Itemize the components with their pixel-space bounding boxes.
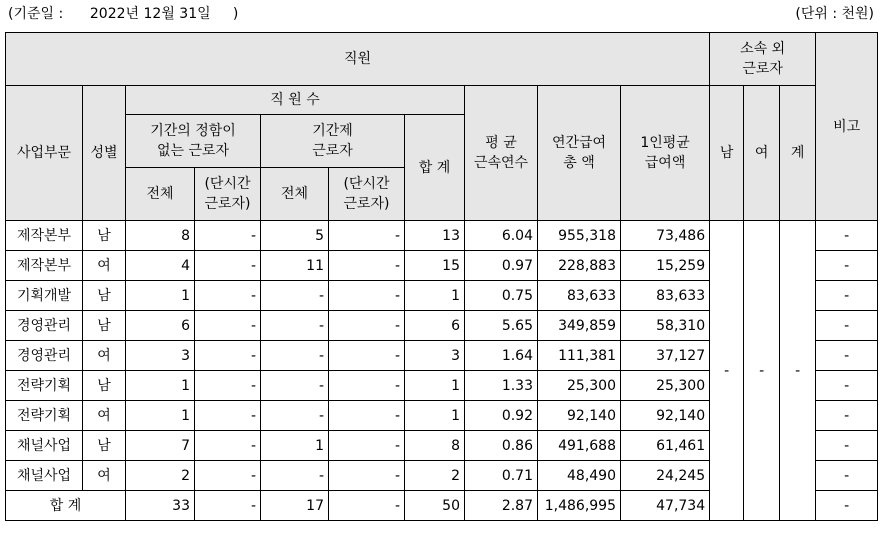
- annual-pay-total-cell: 111,381: [538, 341, 621, 371]
- header-avg-tenure: 평 균 근속연수: [465, 86, 538, 221]
- division-cell: 기획개발: [6, 281, 83, 311]
- total-total-cell: 50: [405, 491, 465, 521]
- unit-label: (단위 : 천원): [795, 6, 874, 22]
- fixed-part-time-cell: -: [329, 461, 405, 491]
- fixed-part-time-cell: -: [329, 221, 405, 251]
- table-row: [6, 221, 878, 251]
- avg-tenure-cell: 5.65: [465, 311, 538, 341]
- fixed-part-time-cell: -: [329, 401, 405, 431]
- indefinite-part-time-cell: -: [195, 431, 261, 461]
- avg-tenure-cell: 0.86: [465, 431, 538, 461]
- fixed-all-cell: -: [261, 461, 329, 491]
- fixed-part-time-cell: -: [329, 341, 405, 371]
- total-remark-cell: -: [816, 491, 878, 521]
- annual-pay-total-cell: 92,140: [538, 401, 621, 431]
- fixed-all-cell: 5: [261, 221, 329, 251]
- gender-cell: 여: [83, 461, 126, 491]
- remark-cell: -: [816, 281, 878, 311]
- fixed-all-cell: 1: [261, 431, 329, 461]
- total-cell: 13: [405, 221, 465, 251]
- per-capita-pay-cell: 37,127: [621, 341, 710, 371]
- avg-tenure-cell: 6.04: [465, 221, 538, 251]
- header-indefinite: 기간의 정함이 없는 근로자: [126, 115, 261, 168]
- header-sum: 합 계: [405, 115, 465, 221]
- avg-tenure-cell: 0.75: [465, 281, 538, 311]
- total-cell: 1: [405, 281, 465, 311]
- fixed-part-time-cell: -: [329, 311, 405, 341]
- header-staff: 직원: [6, 33, 710, 86]
- external-total-cell: -: [780, 221, 816, 521]
- indefinite-part-time-cell: -: [195, 221, 261, 251]
- division-cell: 경영관리: [6, 341, 83, 371]
- total-cell: 8: [405, 431, 465, 461]
- total-fixed-part-time-cell: -: [329, 491, 405, 521]
- indefinite-part-time-cell: -: [195, 461, 261, 491]
- division-cell: 제작본부: [6, 251, 83, 281]
- indefinite-all-cell: 1: [126, 371, 195, 401]
- gender-cell: 남: [83, 431, 126, 461]
- indefinite-part-time-cell: -: [195, 281, 261, 311]
- indefinite-part-time-cell: -: [195, 251, 261, 281]
- total-cell: 1: [405, 371, 465, 401]
- indefinite-part-time-cell: -: [195, 341, 261, 371]
- indefinite-part-time-cell: -: [195, 371, 261, 401]
- per-capita-pay-cell: 92,140: [621, 401, 710, 431]
- per-capita-pay-cell: 73,486: [621, 221, 710, 251]
- header-external-female: 여: [744, 86, 780, 221]
- remark-cell: -: [816, 401, 878, 431]
- indefinite-part-time-cell: -: [195, 311, 261, 341]
- indefinite-part-time-cell: -: [195, 401, 261, 431]
- annual-pay-total-cell: 228,883: [538, 251, 621, 281]
- total-cell: 3: [405, 341, 465, 371]
- fixed-all-cell: -: [261, 371, 329, 401]
- remark-cell: -: [816, 431, 878, 461]
- per-capita-pay-cell: 15,259: [621, 251, 710, 281]
- division-cell: 채널사업: [6, 461, 83, 491]
- annual-pay-total-cell: 955,318: [538, 221, 621, 251]
- fixed-all-cell: -: [261, 311, 329, 341]
- header-external-male: 남: [710, 86, 744, 221]
- avg-tenure-cell: 1.33: [465, 371, 538, 401]
- avg-tenure-cell: 1.64: [465, 341, 538, 371]
- base-date: (기준일 : 2022년 12월 31일 ): [8, 6, 239, 22]
- gender-cell: 남: [83, 371, 126, 401]
- header-per-capita-pay: 1인평균 급여액: [621, 86, 710, 221]
- gender-cell: 남: [83, 221, 126, 251]
- remark-cell: -: [816, 251, 878, 281]
- division-cell: 전략기획: [6, 401, 83, 431]
- gender-cell: 남: [83, 281, 126, 311]
- per-capita-pay-cell: 83,633: [621, 281, 710, 311]
- header-annual-pay-total: 연간급여 총 액: [538, 86, 621, 221]
- division-cell: 전략기획: [6, 371, 83, 401]
- avg-tenure-cell: 0.92: [465, 401, 538, 431]
- total-fixed-all-cell: 17: [261, 491, 329, 521]
- total-indefinite-all-cell: 33: [126, 491, 195, 521]
- indefinite-all-cell: 7: [126, 431, 195, 461]
- avg-tenure-cell: 0.97: [465, 251, 538, 281]
- gender-cell: 남: [83, 311, 126, 341]
- indefinite-all-cell: 4: [126, 251, 195, 281]
- gender-cell: 여: [83, 401, 126, 431]
- annual-pay-total-cell: 83,633: [538, 281, 621, 311]
- total-per-capita-pay-cell: 47,734: [621, 491, 710, 521]
- total-indefinite-part-time-cell: -: [195, 491, 261, 521]
- remark-cell: -: [816, 221, 878, 251]
- per-capita-pay-cell: 24,245: [621, 461, 710, 491]
- total-avg-tenure-cell: 2.87: [465, 491, 538, 521]
- header-indefinite-all: 전체: [126, 168, 195, 221]
- division-cell: 채널사업: [6, 431, 83, 461]
- external-male-cell: -: [710, 221, 744, 521]
- indefinite-all-cell: 1: [126, 401, 195, 431]
- total-annual-pay-total-cell: 1,486,995: [538, 491, 621, 521]
- per-capita-pay-cell: 61,461: [621, 431, 710, 461]
- remark-cell: -: [816, 311, 878, 341]
- division-cell: 제작본부: [6, 221, 83, 251]
- remark-cell: -: [816, 371, 878, 401]
- total-row-label: 합 계: [6, 491, 126, 521]
- remark-cell: -: [816, 461, 878, 491]
- fixed-part-time-cell: -: [329, 371, 405, 401]
- header-division: 사업부문: [6, 86, 83, 221]
- header-fixed-all: 전체: [261, 168, 329, 221]
- header-external-total: 계: [780, 86, 816, 221]
- annual-pay-total-cell: 48,490: [538, 461, 621, 491]
- per-capita-pay-cell: 25,300: [621, 371, 710, 401]
- annual-pay-total-cell: 25,300: [538, 371, 621, 401]
- total-cell: 15: [405, 251, 465, 281]
- total-cell: 1: [405, 401, 465, 431]
- division-cell: 경영관리: [6, 311, 83, 341]
- remark-cell: -: [816, 341, 878, 371]
- fixed-all-cell: -: [261, 281, 329, 311]
- header-affiliated-external: 소속 외 근로자: [710, 33, 816, 86]
- annual-pay-total-cell: 491,688: [538, 431, 621, 461]
- fixed-all-cell: -: [261, 401, 329, 431]
- indefinite-all-cell: 6: [126, 311, 195, 341]
- gender-cell: 여: [83, 341, 126, 371]
- indefinite-all-cell: 8: [126, 221, 195, 251]
- indefinite-all-cell: 3: [126, 341, 195, 371]
- header-fixed-term: 기간제 근로자: [261, 115, 405, 168]
- fixed-all-cell: 11: [261, 251, 329, 281]
- annual-pay-total-cell: 349,859: [538, 311, 621, 341]
- external-female-cell: -: [744, 221, 780, 521]
- per-capita-pay-cell: 58,310: [621, 311, 710, 341]
- header-gender: 성별: [83, 86, 126, 221]
- header-remarks: 비고: [816, 33, 878, 221]
- indefinite-all-cell: 2: [126, 461, 195, 491]
- fixed-all-cell: -: [261, 341, 329, 371]
- header-fixed-part-time: (단시간 근로자): [329, 168, 405, 221]
- total-cell: 2: [405, 461, 465, 491]
- avg-tenure-cell: 0.71: [465, 461, 538, 491]
- total-cell: 6: [405, 311, 465, 341]
- fixed-part-time-cell: -: [329, 251, 405, 281]
- indefinite-all-cell: 1: [126, 281, 195, 311]
- employee-status-table: [5, 32, 878, 521]
- fixed-part-time-cell: -: [329, 281, 405, 311]
- gender-cell: 여: [83, 251, 126, 281]
- header-staff-count: 직 원 수: [126, 86, 465, 115]
- header-indefinite-part-time: (단시간 근로자): [195, 168, 261, 221]
- fixed-part-time-cell: -: [329, 431, 405, 461]
